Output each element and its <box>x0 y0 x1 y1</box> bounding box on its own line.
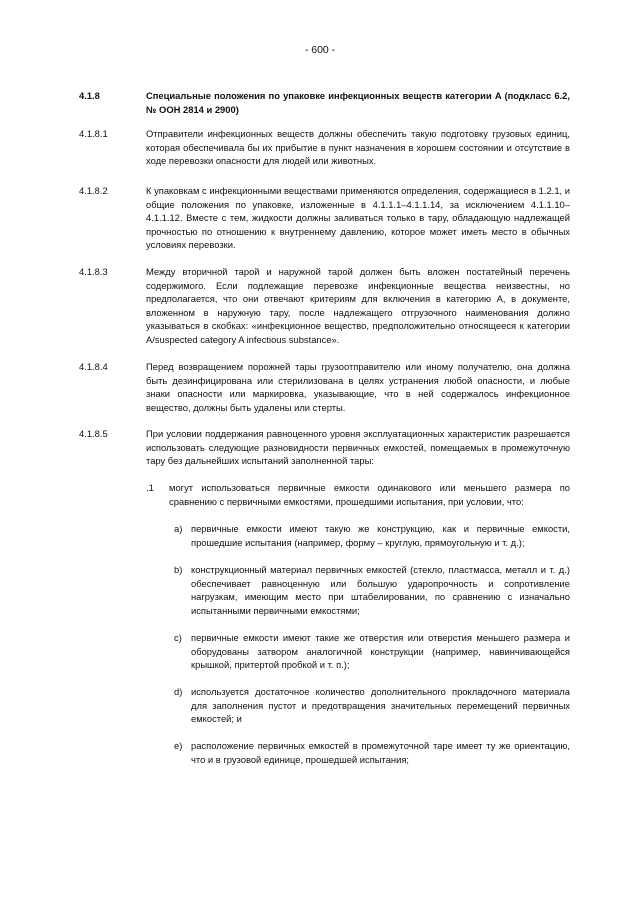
section-title: Специальные положения по упаковке инфекционных веществ категории A (подкласс 6.2, № ООН 2814 и 2900) <box>146 90 570 115</box>
section-number: 4.1.8.1 <box>79 128 108 139</box>
paragraph-text: При условии поддержания равноценного уровня эксплуатационных характеристик разрешается использовать следующие разновидности первичных емкостей, помещаемых в промежуточную тару без дальнейших испытаний заполненной тары: <box>146 428 570 467</box>
list-item-label: d) <box>174 686 183 697</box>
list-item-text: расположение первичных емкостей в промежуточной таре имеет ту же ориентацию, что и в грузовой единице, прошедшей испытания; <box>191 740 570 765</box>
section-number: 4.1.8.2 <box>79 185 108 196</box>
list-item-label: e) <box>174 740 183 751</box>
page-number: - 600 - <box>304 44 336 56</box>
subparagraph-text: могут использоваться первичные емкости одинакового или меньшего размера по сравнению с первичными емкостями, прошедшими испытания, при условии, что: <box>169 482 570 507</box>
paragraph-text: Между вторичной тарой и наружной тарой должен быть вложен постатейный перечень содержимого. Если подлежащие перевозке инфекционные вещества неизвестны, но предполагается, что они отвечают критериям для включения в категорию A, в документе, вложенном в наружную тару, после надлежащего отгрузочного наименования должно указываться в скобках: «инфекционное вещество, предположительно относящееся к категории A/suspected category A infectious substance». <box>146 266 570 345</box>
list-item-text: первичные емкости имеют такую же конструкцию, как и первичные емкости, прошедшие испытания (например, форму – круглую, прямоугольную и т. д.); <box>191 523 570 548</box>
list-item-label: b) <box>174 564 183 575</box>
subparagraph-label: .1 <box>146 482 154 493</box>
paragraph-text: К упаковкам с инфекционными веществами применяются определения, содержащиеся в 1.2.1, и общие положения по упаковке, изложенные в 4.1.1.1–4.1.1.14, за исключением 4.1.1.10–4.1.1.12. Вместе с тем, жидкости должны заливаться только в тару, обладающую надлежащей прочностью по отношению к внутреннему давлению, которое может иметь место в обычных условиях перевозки. <box>146 185 570 251</box>
section-number: 4.1.8 <box>79 90 100 101</box>
list-item-text: первичные емкости имеют такие же отверстия или отверстия меньшего размера и оборудованы затвором аналогичной конструкции (например, навинчивающейся крышкой, притертой пробкой и т. п.); <box>191 632 570 671</box>
paragraph-text: Отправители инфекционных веществ должны обеспечить такую подготовку грузовых единиц, которая обеспечивала бы их прибытие в пункт назначения в хорошем состоянии и отсутствие в ходе перевозки опасности для людей или животных. <box>146 128 570 167</box>
list-item-text: конструкционный материал первичных емкостей (стекло, пластмасса, металл и т. д.) обеспечивает равноценную или большую ударопрочность и сопротивление нагрузкам, имеющим место при штабелировании, по сравнению с изначально испытанными первичными емкостями; <box>191 564 570 616</box>
paragraph-text: Перед возвращением порожней тары грузоотправителю или иному получателю, она должна быть дезинфицирована или стерилизована в целях устранения любой опасности, и любые знаки опасности или маркировка, указывающие, что в ней содержалось инфекционное вещество, должны быть удалены или стерты. <box>146 361 570 413</box>
section-number: 4.1.8.4 <box>79 361 108 372</box>
list-item-label: a) <box>174 523 183 534</box>
section-number: 4.1.8.3 <box>79 266 108 277</box>
list-item-text: используется достаточное количество дополнительного прокладочного материала для заполнения пустот и предотвращения значительных перемещений первичных емкостей; и <box>191 686 570 725</box>
section-number: 4.1.8.5 <box>79 428 108 439</box>
list-item-label: c) <box>174 632 182 643</box>
